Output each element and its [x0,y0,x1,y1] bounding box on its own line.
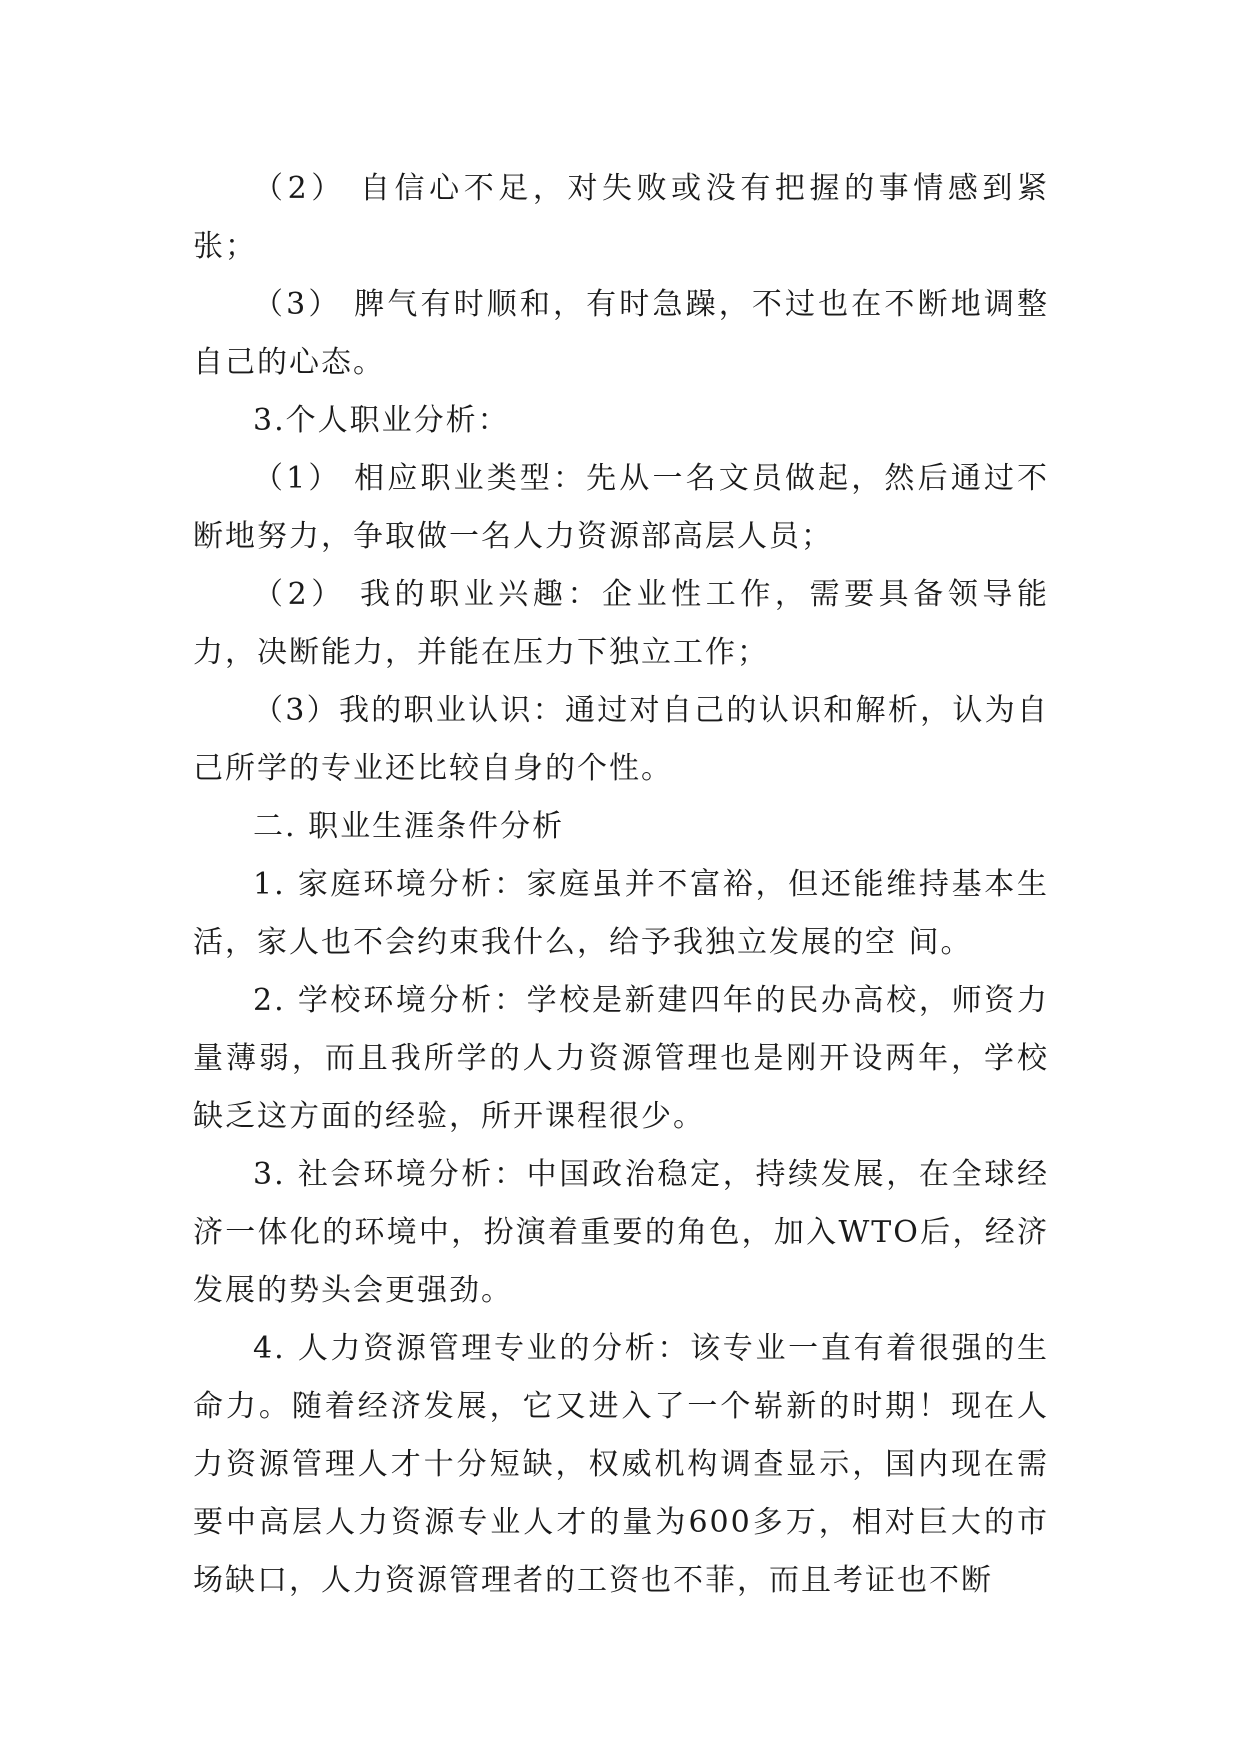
document-body [193,160,1049,1610]
heading-career-conditions: 二. 职业生涯条件分析 [253,809,565,844]
paragraph-family-environment: 1. 家庭环境分析：家庭虽并不富裕，但还能维持基本生活，家人也不会约束我什么，给予我独立发展的空 间。 [193,867,1049,960]
paragraph-career-understanding: （3）我的职业认识：通过对自己的认识和解析，认为自己所学的专业还比较自身的个性。 [193,693,1049,786]
paragraph-temper: （3） 脾气有时顺和，有时急躁，不过也在不断地调整自己的心态。 [193,287,1049,380]
paragraph-career-type: （1） 相应职业类型：先从一名文员做起，然后通过不断地努力，争取做一名人力资源部高层人员； [193,461,1049,554]
paragraph-self-confidence: （2） 自信心不足，对失败或没有把握的事情感到紧张； [193,171,1049,264]
paragraph-school-environment: 2. 学校环境分析：学校是新建四年的民办高校，师资力量薄弱，而且我所学的人力资源管理也是刚开设两年，学校 缺乏这方面的经验，所开课程很少。 [193,983,1049,1134]
heading-career-analysis: 3.个人职业分析： [253,403,510,438]
paragraph-career-interest: （2） 我的职业兴趣：企业性工作，需要具备领导能力，决断能力，并能在压力下独立工作； [193,577,1049,670]
paragraph-hr-major-analysis: 4. 人力资源管理专业的分析：该专业一直有着很强的生命力。随着经济发展，它又进入了一个崭新的时期！现在人力资源管理人才十分短缺，权威机构调查显示，国内现在需要中高层人力资源专业人才的量为600多万，相对巨大的市场缺口，人力资源管理者的工资也不菲，而且考证也不断 [193,1331,1049,1598]
paragraph-social-environment: 3. 社会环境分析：中国政治稳定，持续发展，在全球经济一体化的环境中，扮演着重要的角色，加入WTO后，经济发展的势头会更强劲。 [193,1157,1049,1308]
